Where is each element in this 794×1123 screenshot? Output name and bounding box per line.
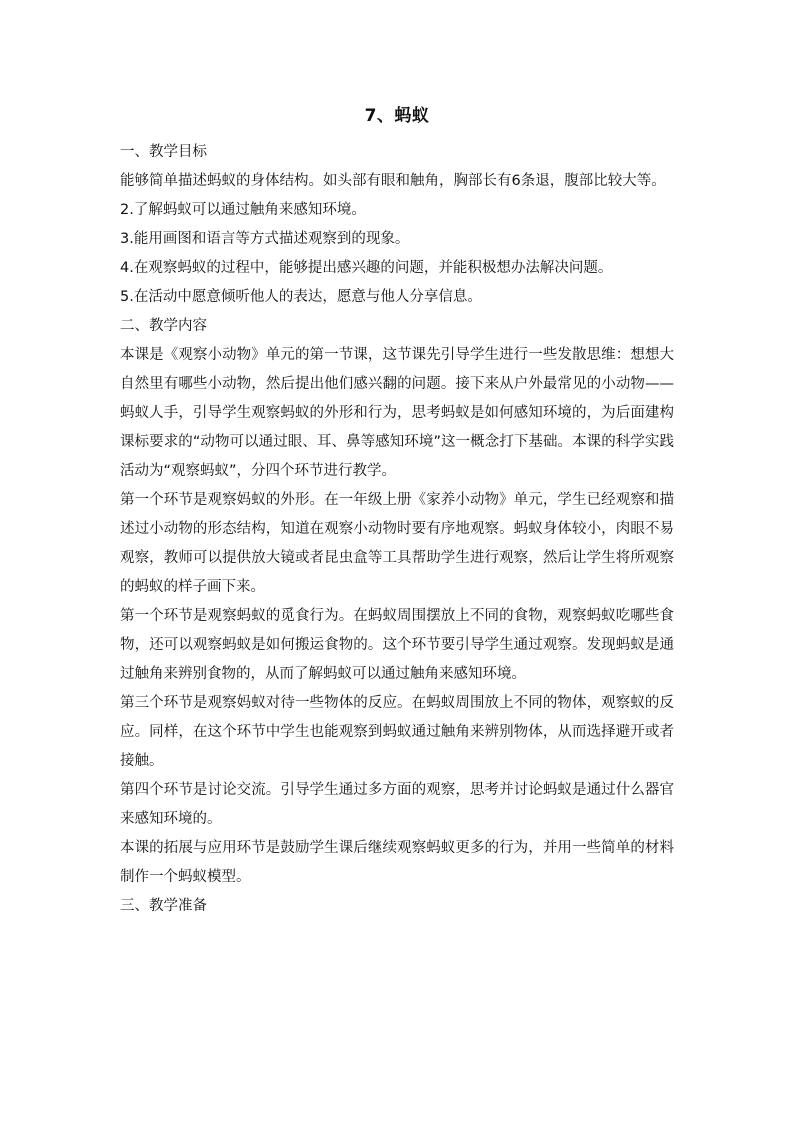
- objective-item: 5.在活动中愿意倾听他人的表达，愿意与他人分享信息。: [120, 289, 482, 305]
- content-paragraph: 第三个环节是观察妈蚁对待一些物体的反应。在蚂蚁周围放上不同的物体，观察蚁的反应。同样，在这个环节中学生也能观察到蚂蚁通过触角来辨别物体，从而选择避开或者接触。: [120, 695, 674, 769]
- content-paragraph: 第一个环节是观察蚂蚁的觅食行为。在蚂蚁周围摆放上不同的食物，观察蚂蚁吃哪些食物，还可以观察蚂蚁是如何搬运食物的。这个环节要引导学生通过观察。发现蚂蚁是通过触角来辨别食物的，从而了解蚂蚁可以通过触角来感知环境。: [120, 608, 674, 682]
- content-paragraph: 第一个环节是观察妈蚁的外形。在一年级上册《家养小动物》单元，学生已经观察和描述过小动物的形态结构，知道在观察小动物时要有序地观察。蚂蚁身体较小，肉眼不易观察，教师可以提供放大镜或者昆虫盒等工具帮助学生进行观察，然后让学生将所观察的蚂蚁的样子画下来。: [120, 492, 674, 595]
- section-heading-preparation: 三、教学准备: [120, 898, 207, 914]
- section-heading-objectives: 一、教学目标: [120, 144, 207, 160]
- content-paragraph: 本课是《观察小动物》单元的第一节课，这节课先引导学生进行一些发散思维：想想大自然里有哪些小动物，然后提出他们感兴翻的问题。接下来从户外最常见的小动物——蚂蚁人手，引导学生观察蚂蚁的外形和行为，思考蚂蚁是如何感知环境的，为后面建构课标要求的“动物可以通过眼、耳、鼻等感知环境”这一概念打下基础。本课的科学实践活动为“观察蚂蚁”，分四个环节进行教学。: [120, 347, 674, 479]
- objective-item: 4.在观察蚂蚁的过程中，能够提出感兴趣的问题，并能积极想办法解决问题。: [120, 260, 613, 276]
- objective-item: 能够简单描述蚂蚁的身体结构。如头部有眼和触角，胸部长有6条退，腹部比较大等。: [120, 173, 666, 189]
- document-title: 7、蚂蚁: [364, 106, 430, 126]
- objective-item: 3.能用画图和语言等方式描述观察到的现象。: [120, 231, 410, 247]
- content-paragraph: 本课的拓展与应用环节是鼓励学生课后继续观察蚂蚁更多的行为，并用一些简单的材料制作一个蚂蚁模型。: [120, 840, 674, 885]
- objective-item: 2.了解蚂蚁可以通过触角来感知环境。: [120, 202, 366, 218]
- content-paragraph: 第四个环节是讨论交流。引导学生通过多方面的观察，思考并讨论蚂蚁是通过什么器官来感知环境的。: [120, 782, 674, 827]
- section-heading-content: 二、教学内容: [120, 318, 207, 334]
